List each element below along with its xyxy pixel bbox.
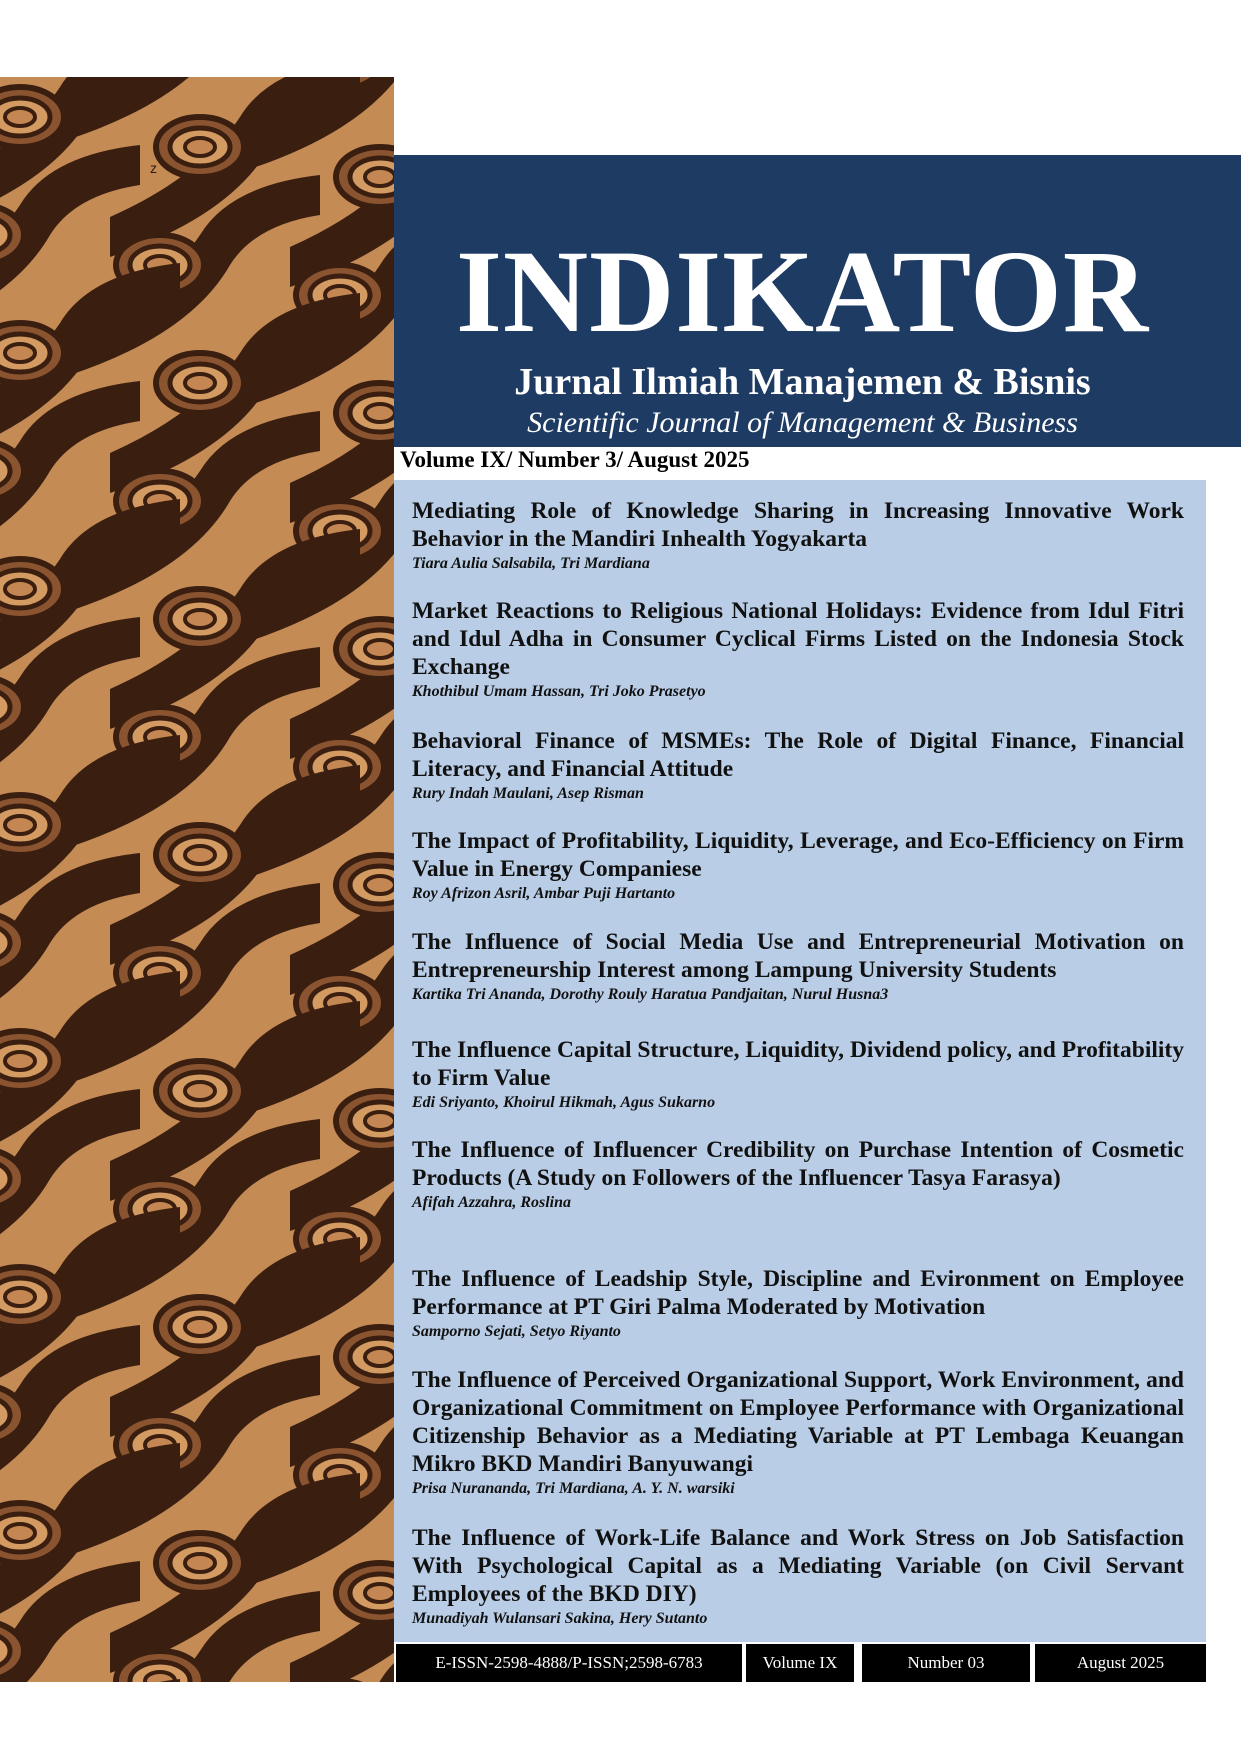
batik-spiral-inner	[365, 168, 394, 186]
batik-spiral-inner	[5, 108, 35, 126]
batik-spiral-inner	[5, 1052, 35, 1070]
number-text: Number 03	[907, 1653, 985, 1672]
article-title: The Influence of Perceived Organizational Support, Work Environment, and Organizational Commitment on Employee Performance with Organizational Citizenship Behavior as a Mediating Variable at PT Lembaga Keuangan Mikro BKD Mandiri Banyuwangi	[412, 1367, 1184, 1477]
volume-box	[746, 1644, 854, 1682]
batik-spiral-inner	[185, 1554, 215, 1572]
article-authors: Khothibul Umam Hassan, Tri Joko Prasetyo	[412, 683, 706, 700]
journal-name: INDIKATOR	[455, 226, 1150, 357]
article-entry	[412, 928, 1184, 1005]
article-title: The Influence of Influencer Credibility on Purchase Intention of Cosmetic Products (A Study on Followers of the Influencer Tasya Farasya)	[412, 1137, 1184, 1191]
article-authors: Tiara Aulia Salsabila, Tri Mardiana	[412, 555, 650, 572]
cover-header	[394, 155, 1241, 447]
article-entry	[412, 1265, 1184, 1342]
journal-subtitle-english: Scientific Journal of Management & Business	[527, 406, 1078, 439]
batik-spiral-inner	[5, 344, 35, 362]
stray-mark: z	[150, 160, 157, 176]
article-authors: Kartika Tri Ananda, Dorothy Rouly Haratua Pandjaitan, Nurul Husna3	[412, 986, 889, 1003]
article-authors: Samporno Sejati, Setyo Riyanto	[412, 1323, 621, 1340]
article-title: Mediating Role of Knowledge Sharing in Increasing Innovative Work Behavior in the Mandiri Inhealth Yogyakarta	[412, 498, 1184, 552]
batik-pattern-border	[0, 77, 394, 1682]
batik-spiral-inner	[5, 580, 35, 598]
article-entry	[412, 1366, 1184, 1499]
article-entry	[412, 497, 1184, 574]
article-entry	[412, 597, 1184, 702]
batik-spiral-inner	[365, 1584, 394, 1602]
article-entry	[412, 727, 1184, 804]
batik-spiral-inner	[365, 1112, 394, 1130]
journal-subtitle-indonesian: Jurnal Ilmiah Manajemen & Bisnis	[514, 361, 1091, 403]
issn-box	[396, 1644, 742, 1682]
number-box	[862, 1644, 1030, 1682]
article-entry	[412, 827, 1184, 904]
batik-spiral-inner	[185, 138, 215, 156]
article-authors: Edi Sriyanto, Khoirul Hikmah, Agus Sukarno	[412, 1094, 716, 1111]
article-title: The Influence Capital Structure, Liquidity, Dividend policy, and Profitability to Firm Value	[412, 1037, 1184, 1091]
article-authors: Munadiyah Wulansari Sakina, Hery Sutanto	[412, 1610, 708, 1627]
article-authors: Afifah Azzahra, Roslina	[412, 1194, 572, 1211]
batik-spiral-inner	[365, 876, 394, 894]
article-title: Behavioral Finance of MSMEs: The Role of Digital Finance, Financial Literacy, and Financial Attitude	[412, 728, 1184, 782]
date-text: August 2025	[1076, 1653, 1165, 1672]
table-of-contents	[394, 480, 1206, 1642]
batik-spiral-inner	[365, 640, 394, 658]
batik-spiral-inner	[185, 610, 215, 628]
volume-text: Volume IX	[762, 1653, 838, 1672]
article-authors: Prisa Nurananda, Tri Mardiana, A. Y. N. warsiki	[412, 1480, 735, 1497]
batik-spiral-inner	[5, 816, 35, 834]
article-authors: Roy Afrizon Asril, Ambar Puji Hartanto	[412, 885, 676, 902]
batik-spiral-inner	[365, 1348, 394, 1366]
batik-spiral-inner	[185, 846, 215, 864]
article-title: Market Reactions to Religious National Holidays: Evidence from Idul Fitri and Idul Adha in Consumer Cyclical Firms Listed on the Indonesia Stock Exchange	[412, 598, 1184, 680]
batik-spiral-inner	[5, 1288, 35, 1306]
batik-spiral-inner	[185, 1082, 215, 1100]
volume-issue-line: Volume IX/ Number 3/ August 2025	[400, 447, 750, 472]
article-entry	[412, 1524, 1184, 1629]
batik-spiral-inner	[185, 1318, 215, 1336]
article-title: The Influence of Leadship Style, Discipline and Evironment on Employee Performance at PT Giri Palma Moderated by Motivation	[412, 1266, 1184, 1320]
date-box	[1035, 1644, 1206, 1682]
batik-motif-graphic	[0, 77, 394, 1682]
article-title: The Impact of Profitability, Liquidity, Leverage, and Eco-Efficiency on Firm Value in Energy Companiese	[412, 828, 1184, 882]
article-entry	[412, 1036, 1184, 1113]
batik-spiral-inner	[5, 1524, 35, 1542]
batik-spiral-inner	[365, 404, 394, 422]
article-title: The Influence of Social Media Use and Entrepreneurial Motivation on Entrepreneurship Interest among Lampung University Students	[412, 929, 1184, 983]
article-entry	[412, 1136, 1184, 1213]
batik-spiral-inner	[185, 374, 215, 392]
article-authors: Rury Indah Maulani, Asep Risman	[412, 785, 644, 802]
article-title: The Influence of Work-Life Balance and Work Stress on Job Satisfaction With Psychological Capital as a Mediating Variable (on Civil Servant Employees of the BKD DIY)	[412, 1525, 1184, 1607]
issn-text: E-ISSN-2598-4888/P-ISSN;2598-6783	[435, 1653, 703, 1672]
